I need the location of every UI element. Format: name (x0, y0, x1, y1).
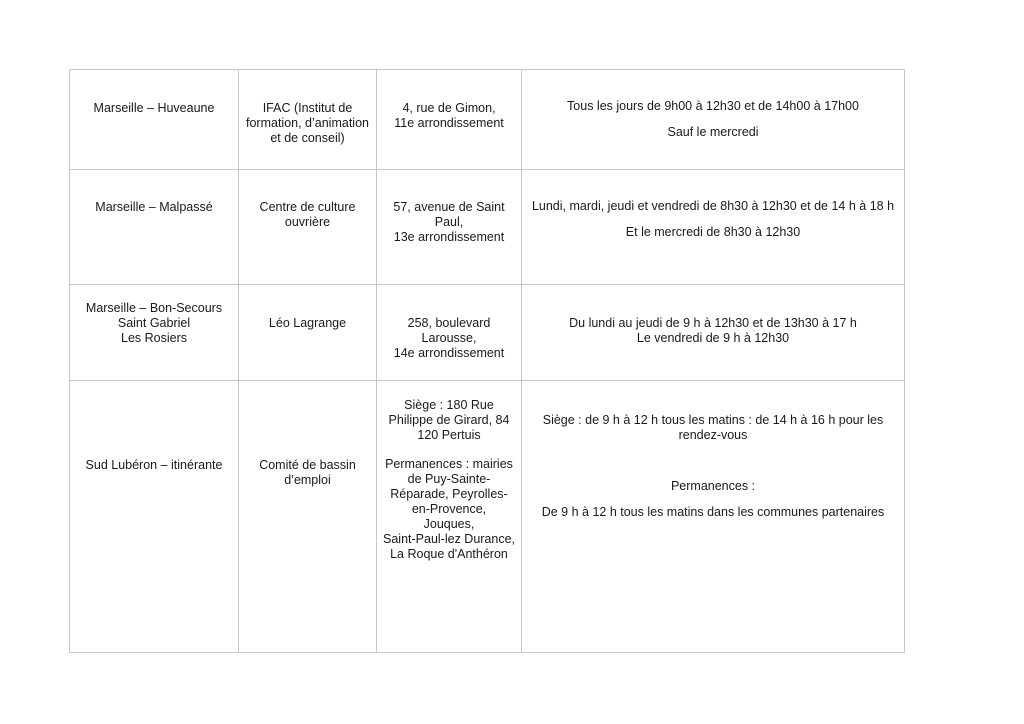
organisation-cell (239, 170, 377, 285)
address-line: Saint-Paul-lez Durance, (383, 532, 516, 546)
hours-line: De 9 h à 12 h tous les matins dans les communes partenaires (541, 505, 885, 519)
organisation-text: IFAC (Institut de formation, d’animation et de conseil) (246, 101, 369, 145)
location-text: Marseille – Bon-Secours (85, 301, 223, 315)
hours-line: Sauf le mercredi (667, 125, 759, 139)
hours-line: Du lundi au jeudi de 9 h à 12h30 et de 13h30 à 17 h (569, 316, 857, 330)
organisation-cell (239, 285, 377, 381)
hours-line: Permanences : (670, 479, 756, 493)
hours-line: Tous les jours de 9h00 à 12h30 et de 14h00 à 17h00 (567, 99, 859, 113)
address-cell (377, 170, 522, 285)
hours-line: Et le mercredi de 8h30 à 12h30 (625, 225, 801, 239)
hours-line: Siège : de 9 h à 12 h tous les matins : de 14 h à 16 h pour les rendez-vous (542, 413, 884, 442)
address-line: Permanences : mairies de Puy-Sainte-Réparade, Peyrolles-en-Provence, (385, 457, 513, 516)
table-row (70, 381, 905, 653)
address-line: 258, boulevard Larousse, (407, 316, 491, 345)
address-line: La Roque d'Anthéron (390, 547, 508, 561)
table-row (70, 170, 905, 285)
address-line: 57, avenue de Saint Paul, (393, 200, 505, 229)
address-line: 4, rue de Gimon, (402, 101, 496, 115)
address-line: 14e arrondissement (393, 346, 505, 360)
hours-cell (522, 381, 905, 653)
organisation-text: Léo Lagrange (268, 316, 347, 330)
location-text: Marseille – Huveaune (93, 101, 215, 115)
address-cell (377, 70, 522, 170)
table-row (70, 285, 905, 381)
address-line: Jouques, (423, 517, 475, 531)
location-text: Marseille – Malpassé (95, 200, 213, 214)
table-row (70, 70, 905, 170)
location-cell (70, 70, 239, 170)
location-text: Sud Lubéron – itinérante (85, 458, 223, 472)
hours-line: Le vendredi de 9 h à 12h30 (636, 331, 790, 345)
address-cell (377, 381, 522, 653)
location-cell (70, 170, 239, 285)
address-line: Siège : 180 Rue Philippe de Girard, 84 120 Pertuis (388, 398, 510, 442)
location-text: Les Rosiers (121, 331, 187, 345)
address-line: 13e arrondissement (393, 230, 505, 244)
organisation-cell (239, 381, 377, 653)
address-cell (377, 285, 522, 381)
hours-cell (522, 70, 905, 170)
hours-cell (522, 285, 905, 381)
organisation-text: Centre de culture ouvrière (259, 200, 356, 229)
permanence-table (69, 69, 905, 653)
location-cell (70, 381, 239, 653)
location-text: Saint Gabriel (117, 316, 191, 330)
location-cell (70, 285, 239, 381)
organisation-text: Comité de bassin d’emploi (259, 458, 356, 487)
organisation-cell (239, 70, 377, 170)
address-line: 11e arrondissement (394, 116, 504, 130)
hours-line: Lundi, mardi, jeudi et vendredi de 8h30 à 12h30 et de 14 h à 18 h (531, 199, 895, 213)
hours-cell (522, 170, 905, 285)
